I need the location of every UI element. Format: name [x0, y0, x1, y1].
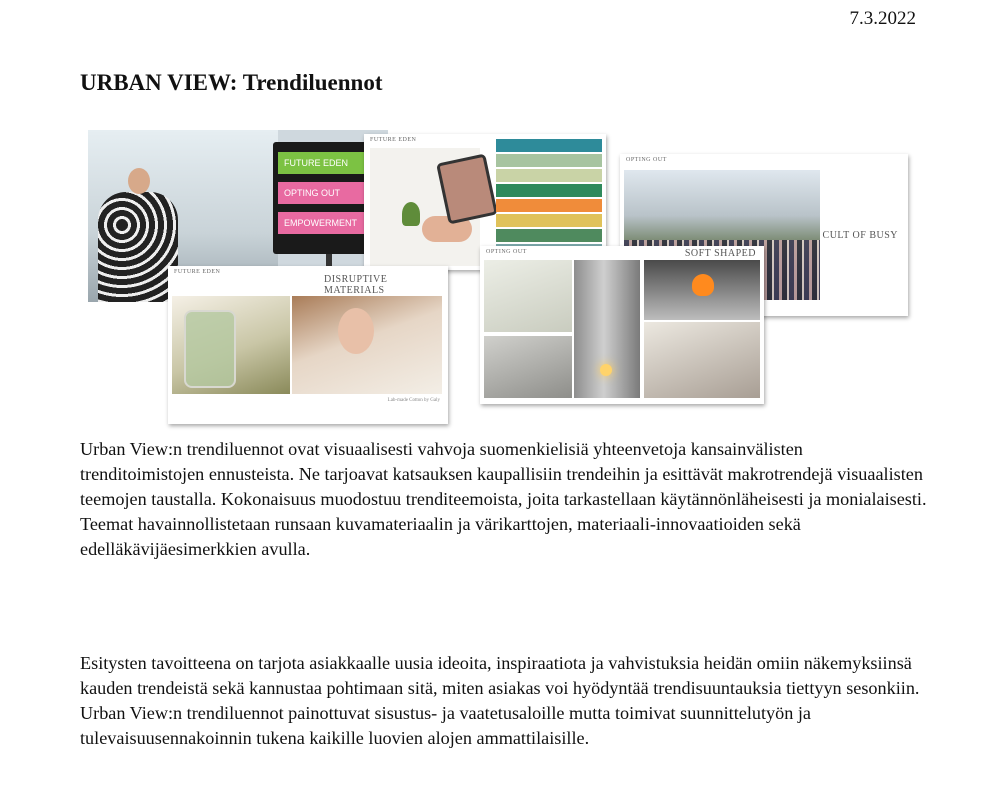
presenter-figure	[98, 192, 178, 302]
jar-image	[184, 310, 236, 388]
pillow-photo	[644, 322, 760, 398]
screen-bar-opting-out: OPTING OUT	[278, 182, 372, 204]
plant-image	[402, 202, 420, 226]
face-image	[338, 308, 374, 354]
body-paragraph-2: Esitysten tavoitteena on tarjota asiakkaalle uusia ideoita, inspiraatiota ja vahvistuksia heidän omiin näkemyksiinsä kauden trendeistä sekä kannustaa pohtimaan sitä, miten asiakas voi hyödyntää trendisuuntauksia tiettyyn sesonkiin. Urban View:n trendiluennot painottuvat sisustus- ja vaatetusaloille mutta toimivat suunnittelutyön ja tulevaisuusennakoinnin tukena kaikille luovien alojen ammattilaisille.	[80, 653, 920, 748]
screen-bar-future-eden: FUTURE EDEN	[278, 152, 372, 174]
slide-soft-shaped	[480, 246, 764, 404]
slide-title: SOFT SHAPED	[684, 248, 756, 259]
lamp-light	[600, 364, 612, 376]
presenter-head	[128, 168, 150, 194]
color-swatch	[496, 214, 602, 227]
slide-tag: FUTURE EDEN	[370, 137, 417, 143]
document-date: 7.3.2022	[849, 8, 916, 29]
sofa-photo	[484, 336, 572, 398]
color-swatch	[496, 139, 602, 152]
photo-caption: Lab-made Cotton by Galy	[387, 398, 440, 403]
lamp-photo	[574, 260, 640, 398]
body-paragraph-1: Urban View:n trendiluennot ovat visuaalisesti vahvoja suomenkielisiä yhteenvetoja kansainvälisten trenditoimistojen ennusteista. Ne tarjoavat katsauksen kaupallisiin trendeihin ja esittävät makrotrendejä visuaalisten teemojen taustalla. Kokonaisuus muodostuu trenditeemoista, joita tarkastellaan käytännönläheisesti ja monialaisesti. Teemat havainnollistetaan runsaan kuvamateriaalin ja värikarttojen, materiaali-innovaatioiden sekä edelläkävijäesimerkkien avulla.	[80, 439, 927, 559]
screen-bar-empowerment: EMPOWERMENT	[278, 212, 372, 234]
color-swatch	[496, 184, 602, 197]
color-swatch	[496, 229, 602, 242]
document-title: URBAN VIEW: Trendiluennot	[80, 70, 383, 95]
slide-tag: OPTING OUT	[486, 249, 527, 255]
color-swatch	[496, 169, 602, 182]
slide-disruptive-materials	[168, 266, 448, 424]
color-swatch	[496, 154, 602, 167]
fire-image	[692, 274, 714, 296]
slide-tag: OPTING OUT	[626, 157, 667, 163]
slide-title: DISRUPTIVE MATERIALS	[324, 274, 388, 296]
color-swatch	[496, 199, 602, 212]
slide-title: CULT OF BUSY	[822, 230, 898, 241]
slide-tag: FUTURE EDEN	[174, 269, 221, 275]
hand-texture-photo	[484, 260, 572, 332]
